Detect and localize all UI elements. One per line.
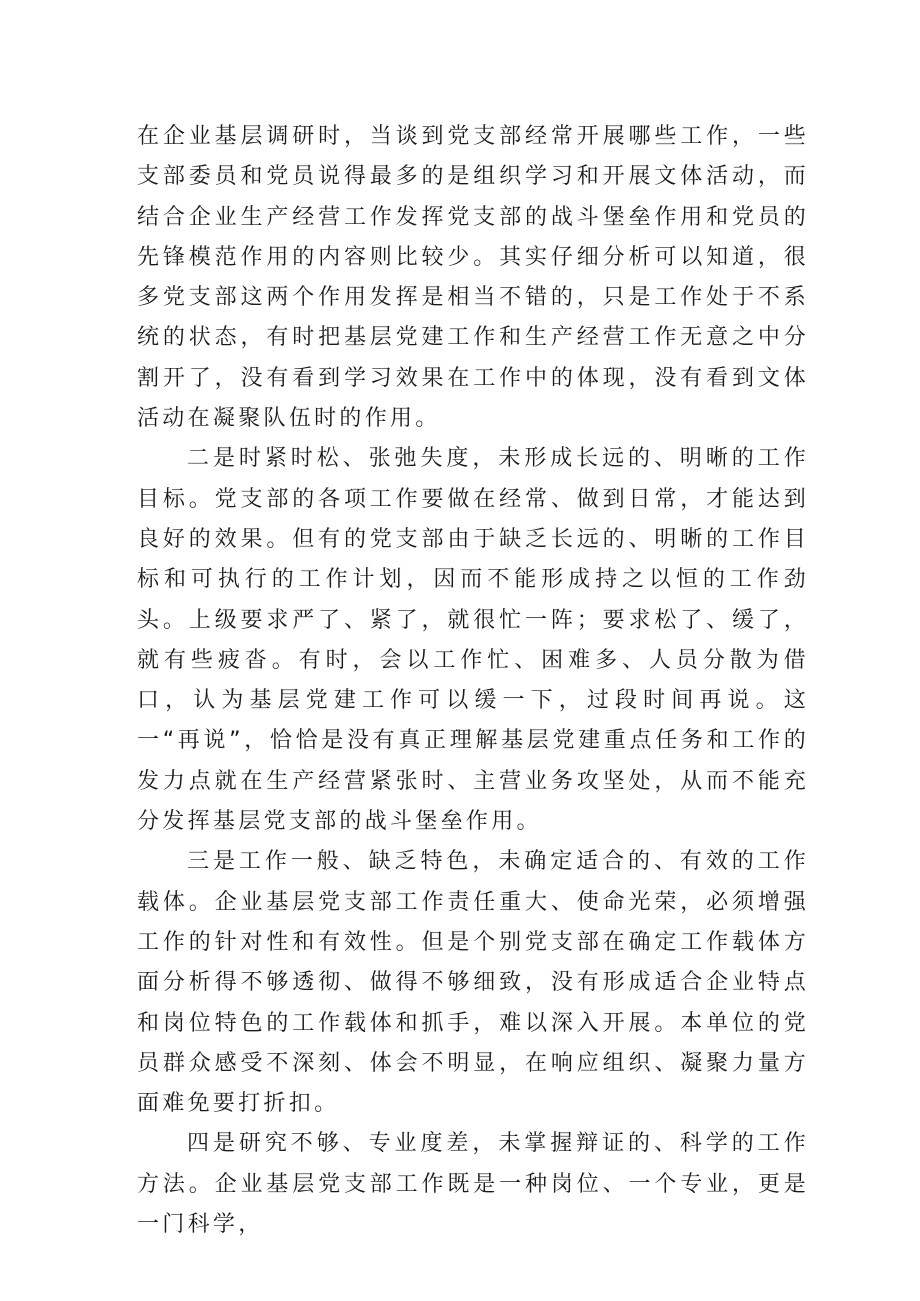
document-body xyxy=(137,117,809,1245)
paragraph-1: 在企业基层调研时，当谈到党支部经常开展哪些工作，一些支部委员和党员说得最多的是组织学习和开展文体活动，而结合企业生产经营工作发挥党支部的战斗堡垒作用和党员的先锋模范作用的内容则比较少。其实仔细分析可以知道，很多党支部这两个作用发挥是相当不错的，只是工作处于不系统的状态，有时把基层党建工作和生产经营工作无意之中分割开了，没有看到学习效果在工作中的体现，没有看到文体活动在凝聚队伍时的作用。 xyxy=(137,124,809,432)
paragraph-3: 三是工作一般、缺乏特色，未确定适合的、有效的工作载体。企业基层党支部工作责任重大、使命光荣，必须增强工作的针对性和有效性。但是个别党支部在确定工作载体方面分析得不够透彻、做得不够细致，没有形成适合企业特点和岗位特色的工作载体和抓手，难以深入开展。本单位的党员群众感受不深刻、体会不明显，在响应组织、凝聚力量方面难免要打折扣。 xyxy=(137,849,809,1117)
paragraph-2: 二是时紧时松、张弛失度，未形成长远的、明晰的工作目标。党支部的各项工作要做在经常、做到日常，才能达到良好的效果。但有的党支部由于缺乏长远的、明晰的工作目标和可执行的工作计划，因而不能形成持之以恒的工作劲头。上级要求严了、紧了，就很忙一阵；要求松了、缓了，就有些疲沓。有时，会以工作忙、困难多、人员分散为借口，认为基层党建工作可以缓一下，过段时间再说。这一“再说”，恰恰是没有真正理解基层党建重点任务和工作的发力点就在生产经营紧张时、主营业务攻坚处，从而不能充分发挥基层党支部的战斗堡垒作用。 xyxy=(137,446,809,835)
paragraph-4: 四是研究不够、专业度差，未掌握辩证的、科学的工作方法。企业基层党支部工作既是一种岗位、一个专业，更是一门科学， xyxy=(137,1131,809,1238)
